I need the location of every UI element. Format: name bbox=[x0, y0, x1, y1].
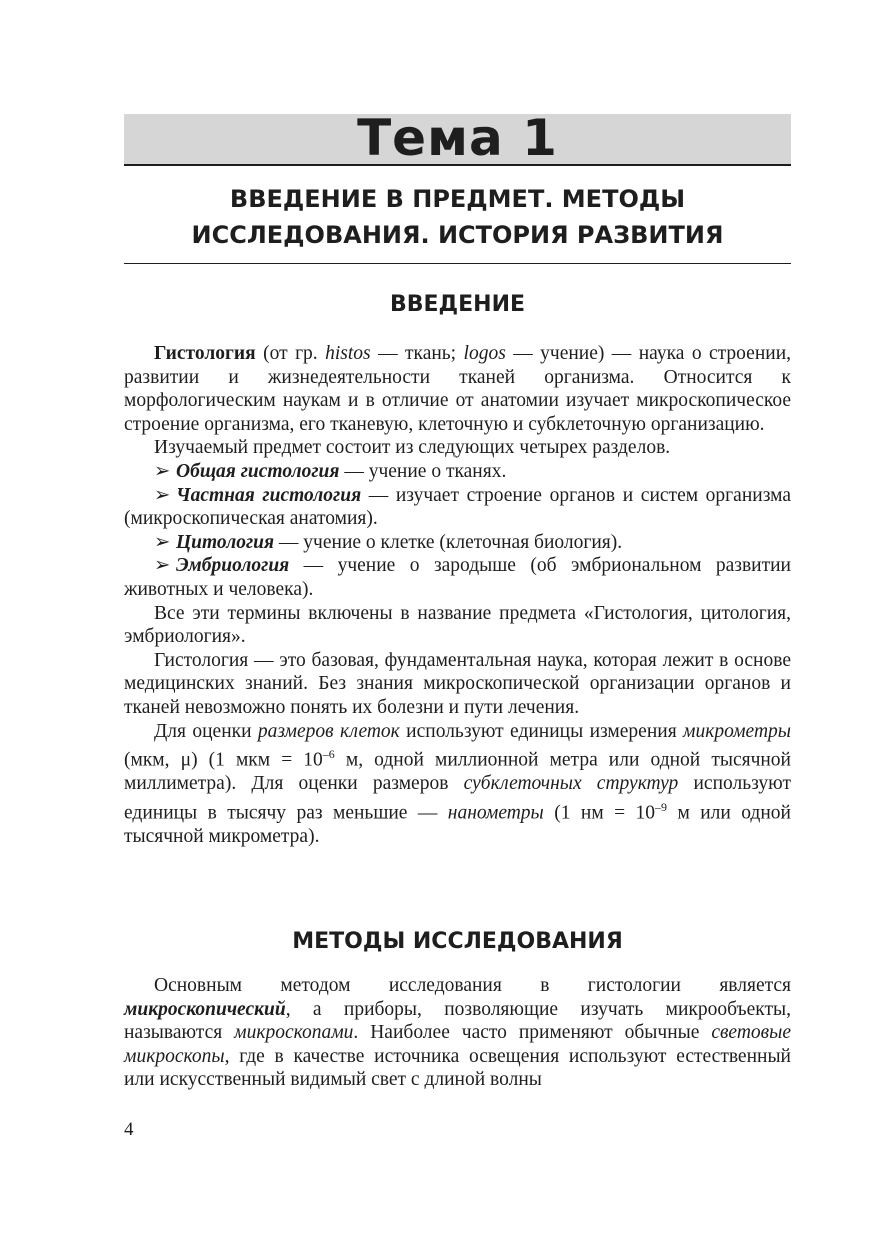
term-italic: размеров клеток bbox=[257, 720, 400, 742]
section-heading-methods: МЕТОДЫ ИССЛЕДОВАНИЯ bbox=[292, 929, 623, 954]
text-span: (1 нм = 10 bbox=[543, 802, 656, 824]
paragraph bbox=[124, 720, 791, 849]
text-span: Основным методом исследования в гистологии является bbox=[154, 975, 791, 996]
topic-title: Тема 1 bbox=[357, 109, 558, 167]
term-bold-italic: Частная гистология bbox=[176, 484, 362, 506]
text-span: — учение о клетке (клеточная биология). bbox=[274, 531, 623, 553]
text-span: , где в качестве источника освещения используют естественный или искусственный видимый свет с длиной волны bbox=[124, 1045, 791, 1091]
methods-body bbox=[124, 974, 791, 1092]
term-italic: световые микроскопы bbox=[124, 1022, 791, 1067]
text-span: — учение о тканях. bbox=[339, 460, 507, 482]
introduction-body bbox=[124, 342, 791, 848]
text-span: — учение) — наука о строении, развитии и жизнедеятельности тканей организма. Относится к морфологическим наукам и в отличие от анатомии изучает микроскопическое строение организма, его тканевую, клеточную и субклеточную организацию. bbox=[124, 343, 792, 435]
text-span: (от гр. bbox=[255, 343, 326, 364]
term-bold-italic: Эмбриология bbox=[176, 555, 290, 577]
term-italic: микрометры bbox=[683, 720, 791, 742]
paragraph: Все эти термины включены в название предмета «Гистология, цитология, эмбриология». bbox=[124, 602, 791, 648]
paragraph bbox=[124, 974, 791, 1092]
text-span: — изучает строение органов и систем организма (микроскопическая анатомия). bbox=[124, 484, 791, 530]
list-item bbox=[124, 484, 791, 531]
chapter-title-line-1: ВВЕДЕНИЕ В ПРЕДМЕТ. МЕТОДЫ bbox=[229, 185, 686, 213]
arrow-bullet-icon: ➢ bbox=[154, 531, 171, 553]
exponent: –9 bbox=[655, 799, 668, 814]
text-span: используют единицы в тысячу раз меньшие — bbox=[124, 773, 791, 824]
exponent: –6 bbox=[322, 747, 335, 762]
term-italic: субклеточных структур bbox=[463, 773, 679, 795]
text-span: м или одной тысячной микрометра). bbox=[124, 802, 791, 847]
term-italic: histos bbox=[325, 343, 371, 364]
term-bold-italic: Общая гистология bbox=[176, 460, 340, 482]
text-span: Для оценки bbox=[154, 720, 258, 742]
text-span: м, одной миллионной метра или одной тысячной миллиметра). Для оценки размеров bbox=[124, 749, 791, 795]
term-italic: logos bbox=[463, 343, 506, 364]
arrow-bullet-icon: ➢ bbox=[154, 484, 171, 506]
text-span: — ткань; bbox=[370, 343, 464, 364]
chapter-title bbox=[124, 181, 791, 253]
list-item bbox=[124, 460, 791, 484]
text-span: . Наиболее часто применяют обычные bbox=[353, 1022, 712, 1044]
term-bold: Гистология bbox=[154, 343, 256, 364]
list-item bbox=[124, 531, 791, 555]
term-italic: микроскопами bbox=[234, 1022, 354, 1044]
text-span: (мкм, μ) (1 мкм = 10 bbox=[124, 749, 323, 771]
list-item bbox=[124, 554, 791, 601]
text-span: — учение о зародыше (об эмбриональном развитии животных и человека). bbox=[124, 555, 791, 600]
arrow-bullet-icon: ➢ bbox=[154, 555, 171, 577]
paragraph: Гистология — это базовая, фундаментальная наука, которая лежит в основе медицинских знаний. Без знания микроскопической организации органов и тканей невозможно понять их болезни и пути лечения. bbox=[124, 649, 791, 718]
paragraph: Изучаемый предмет состоит из следующих четырех разделов. bbox=[154, 437, 671, 459]
term-bold-italic: микроскопический bbox=[124, 998, 286, 1020]
term-bold-italic: Цитология bbox=[176, 531, 275, 553]
text-span: используют единицы измерения bbox=[399, 720, 684, 742]
page-number: 4 bbox=[124, 1119, 134, 1140]
chapter-divider bbox=[124, 263, 791, 264]
paragraph bbox=[124, 342, 791, 436]
section-heading-introduction: ВВЕДЕНИЕ bbox=[389, 292, 526, 317]
text-span: , а приборы, позволяющие изучать микрообъекты, называются bbox=[124, 998, 791, 1044]
term-italic: нанометры bbox=[447, 802, 544, 824]
chapter-title-line-2: ИССЛЕДОВАНИЯ. ИСТОРИЯ РАЗВИТИЯ bbox=[191, 221, 724, 249]
arrow-bullet-icon: ➢ bbox=[154, 460, 171, 482]
